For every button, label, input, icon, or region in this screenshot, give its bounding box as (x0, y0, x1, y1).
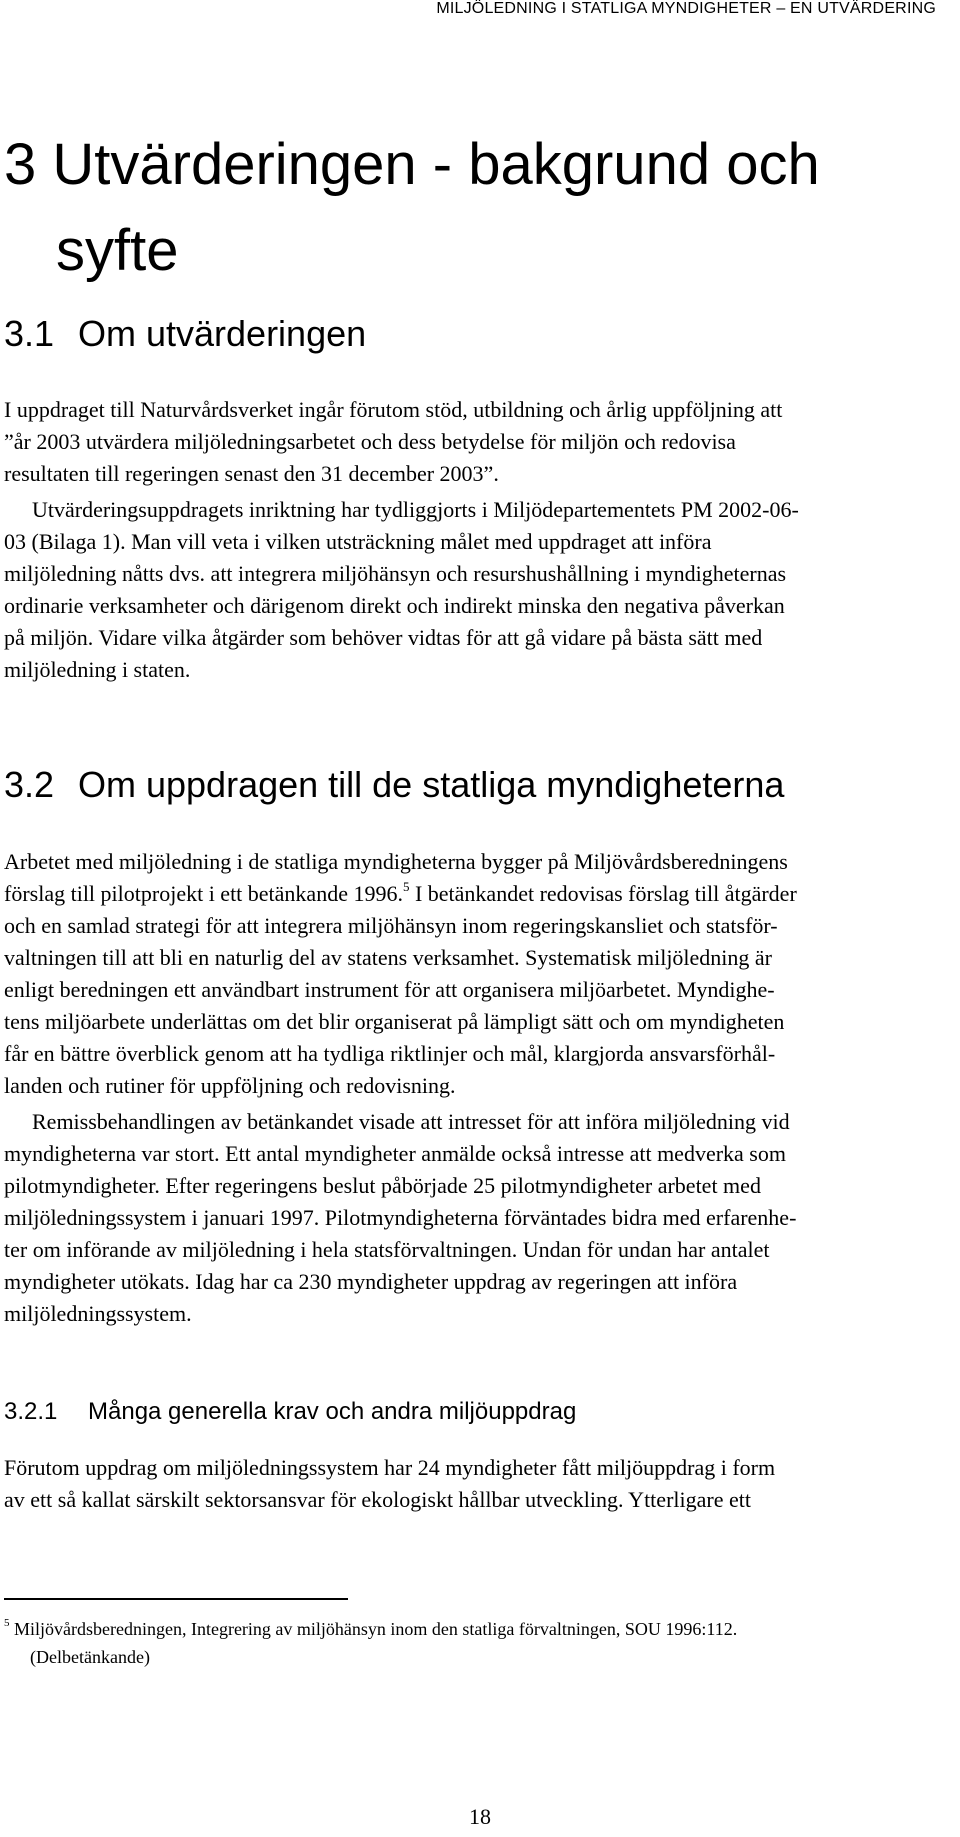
paragraph-line: av ett så kallat särskilt sektorsansvar för ekologiskt hållbar utveckling. Ytterligare ett (4, 1487, 751, 1512)
footnote-continuation: (Delbetänkande) (30, 1647, 150, 1667)
footnote-separator (4, 1598, 348, 1600)
paragraph-line: resultaten till regeringen senast den 31 december 2003”. (4, 461, 499, 486)
paragraph-line: pilotmyndigheter. Efter regeringens beslut påbörjade 25 pilotmyndigheter arbetet med (4, 1173, 761, 1198)
subsection-heading-3-2-1 (4, 1398, 576, 1426)
section-title: Om uppdragen till de statliga myndigheterna (78, 764, 785, 805)
paragraph-line: Remissbehandlingen av betänkandet visade att intresset för att införa miljöledning vid (32, 1109, 790, 1134)
paragraph-line: valtningen till att bli en naturlig del av statens verksamhet. Systematisk miljöledning är (4, 945, 773, 970)
footnote (4, 1618, 737, 1640)
paragraph-line: miljöledning nåtts dvs. att integrera miljöhänsyn och resurshushållning i myndigheternas (4, 561, 787, 586)
subsection-number: 3.2.1 (4, 1398, 58, 1425)
chapter-title (4, 122, 820, 294)
paragraph-line: förslag till pilotprojekt i ett betänkande 1996.$^5$ I betänkandet redovisas förslag till åtgärder (4, 878, 797, 906)
paragraph-line: 03 (Bilaga 1). Man vill veta i vilken utsträckning målet med uppdraget att införa (4, 529, 712, 554)
paragraph-line: får en bättre överblick genom att ha tydliga riktlinjer och mål, klargjorda ansvarsförhål- (4, 1041, 776, 1066)
paragraph-line: på miljön. Vidare vilka åtgärder som behöver vidtas för att gå vidare på bästa sätt med (4, 625, 763, 650)
chapter-title-line-2: syfte (56, 218, 179, 283)
running-header: MILJÖLEDNING I STATLIGA MYNDIGHETER – EN UTVÄRDERING (436, 0, 936, 17)
paragraph-line: miljöledningssystem. (4, 1301, 192, 1326)
footnote-text: Miljövårdsberedningen, Integrering av miljöhänsyn inom den statliga förvaltningen, SOU 1996:112. (9, 1619, 738, 1639)
section-heading-3-1 (4, 314, 366, 354)
paragraph-line: landen och rutiner för uppföljning och redovisning. (4, 1073, 456, 1098)
section-number: 3.1 (4, 313, 55, 354)
paragraph-line: ordinarie verksamheter och därigenom direkt och indirekt minska den negativa påverkan (4, 593, 785, 618)
paragraph-line: Utvärderingsuppdragets inriktning har tydliggjorts i Miljödepartementets PM 2002-06- (32, 497, 799, 522)
paragraph-line: Arbetet med miljöledning i de statliga myndigheterna bygger på Miljövårdsberedningens (4, 849, 788, 874)
paragraph-line: och en samlad strategi för att integrera miljöhänsyn inom regeringskansliet och statsför- (4, 913, 778, 938)
paragraph-line: miljöledningssystem i januari 1997. Pilotmyndigheterna förväntades bidra med erfarenhe- (4, 1205, 797, 1230)
subsection-title: Många generella krav och andra miljöuppdrag (88, 1398, 577, 1425)
paragraph-line: tens miljöarbete underlättas om det blir organiserat på lämpligt sätt och om myndigheten (4, 1009, 785, 1034)
paragraph-line: ter om införande av miljöledning i hela statsförvaltningen. Undan för undan har antalet (4, 1237, 770, 1262)
footnote-marker: 5 (4, 1617, 10, 1629)
section-heading-3-2 (4, 765, 784, 805)
paragraph-line: ”år 2003 utvärdera miljöledningsarbetet och dess betydelse för miljön och redovisa (4, 429, 736, 454)
paragraph-line: enligt beredningen ett användbart instrument för att organisera miljöarbetet. Myndighe- (4, 977, 775, 1002)
paragraph-line: Förutom uppdrag om miljöledningssystem har 24 myndigheter fått miljöuppdrag i form (4, 1455, 776, 1480)
section-title: Om utvärderingen (78, 313, 367, 354)
footnote-reference: 5 (402, 878, 410, 894)
section-number: 3.2 (4, 764, 55, 805)
paragraph-line: I uppdraget till Naturvårdsverket ingår förutom stöd, utbildning och årlig uppföljning att (4, 397, 783, 422)
paragraph-line: miljöledning i staten. (4, 657, 191, 682)
paragraph-line: myndigheterna var stort. Ett antal myndigheter anmälde också intresse att medverka som (4, 1141, 786, 1166)
paragraph-line: myndigheter utökats. Idag har ca 230 myndigheter uppdrag av regeringen att införa (4, 1269, 738, 1294)
chapter-title-line-1: 3 Utvärderingen - bakgrund och (4, 132, 820, 197)
page-number: 18 (469, 1804, 491, 1829)
